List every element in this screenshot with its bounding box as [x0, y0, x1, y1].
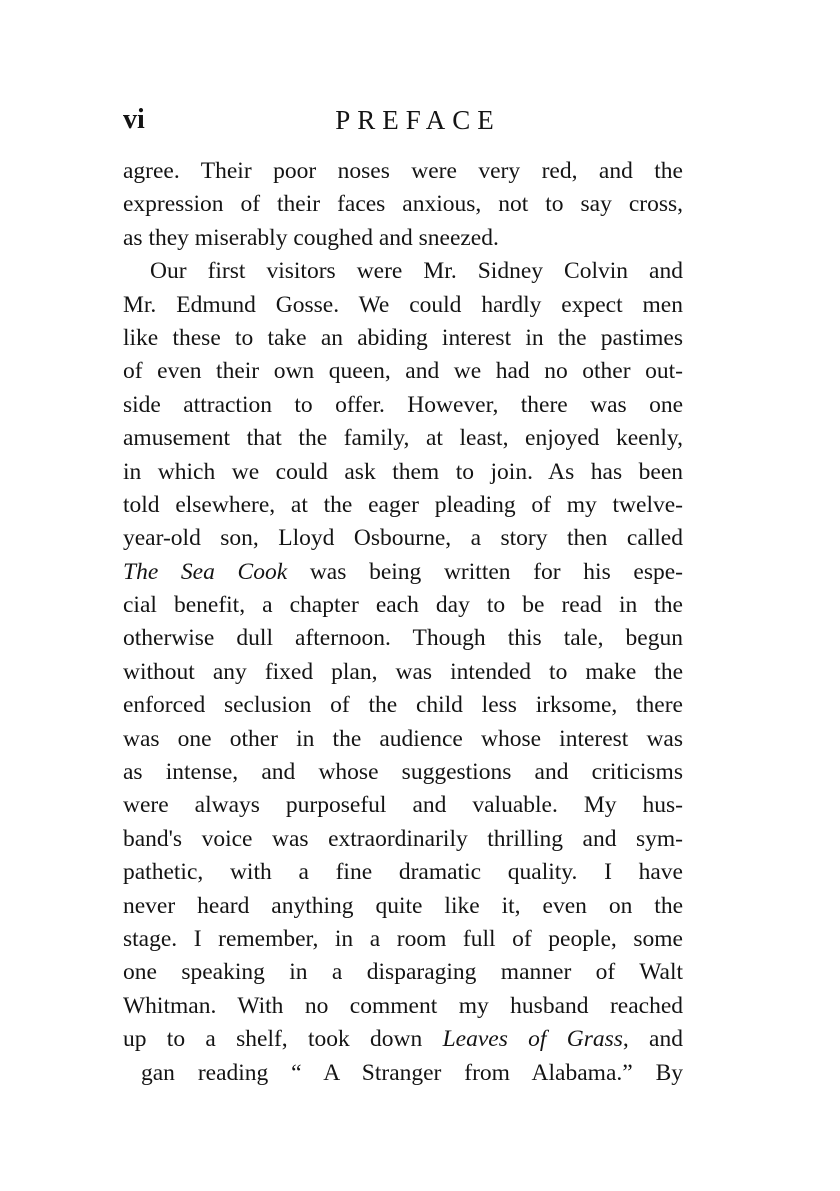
- text-line: gan reading “ A Stranger from Alabama.” By: [141, 1059, 683, 1086]
- book-title-leaves-of-grass: Leaves of Grass: [442, 1026, 623, 1053]
- text-line: one speaking in a disparaging manner of Walt: [123, 959, 683, 986]
- text-line: never heard anything quite like it, even on the: [123, 892, 683, 919]
- text-line: amusement that the family, at least, enjoyed keenly,: [123, 425, 683, 452]
- running-title: PREFACE: [335, 105, 501, 135]
- text-line: in which we could ask them to join. As has been: [123, 458, 683, 485]
- text-line: of even their own queen, and we had no other out-: [123, 358, 683, 385]
- text-line: year-old son, Lloyd Osbourne, a story then called: [123, 525, 683, 552]
- text-line: like these to take an abiding interest in the pastimes: [123, 324, 683, 351]
- text-line: band's voice was extraordinarily thrilling and sym-: [123, 825, 683, 852]
- text-line: without any fixed plan, was intended to make the: [123, 658, 683, 685]
- text-line: as intense, and whose suggestions and criticisms: [123, 759, 683, 786]
- text-line: as they miserably coughed and sneezed.: [123, 224, 499, 251]
- text-line: Whitman. With no comment my husband reached: [123, 992, 683, 1019]
- text-line: expression of their faces anxious, not to say cross,: [123, 191, 683, 218]
- text-segment: , and: [622, 1026, 683, 1053]
- text-line: agree. Their poor noses were very red, and the: [123, 158, 683, 184]
- text-segment: was being written for his espe-: [287, 558, 683, 585]
- text-line: cial benefit, a chapter each day to be read in the: [123, 592, 683, 619]
- text-line: otherwise dull afternoon. Though this tale, begun: [123, 625, 683, 652]
- page-header: [123, 100, 683, 140]
- text-line: side attraction to offer. However, there was one: [123, 391, 683, 418]
- text-line-with-title: [123, 1023, 683, 1056]
- text-line: was one other in the audience whose interest was: [123, 725, 683, 752]
- text-line: Mr. Edmund Gosse. We could hardly expect men: [123, 291, 683, 318]
- text-line: enforced seclusion of the child less irksome, there: [123, 692, 683, 719]
- paragraph-start-line: Our first visitors were Mr. Sidney Colvin and: [150, 258, 683, 285]
- text-line: stage. I remember, in a room full of people, some: [123, 925, 683, 952]
- text-segment: up to a shelf, took down: [123, 1026, 443, 1053]
- text-line: pathetic, with a fine dramatic quality. I have: [123, 859, 683, 886]
- page-number: vi: [123, 104, 145, 135]
- body-text: [123, 155, 683, 1090]
- book-title-the-sea-cook: The Sea Cook: [123, 558, 288, 585]
- text-line-with-title: [123, 556, 683, 589]
- text-line: told elsewhere, at the eager pleading of my twelve-: [123, 491, 683, 518]
- text-line: were always purposeful and valuable. My hus-: [123, 792, 683, 819]
